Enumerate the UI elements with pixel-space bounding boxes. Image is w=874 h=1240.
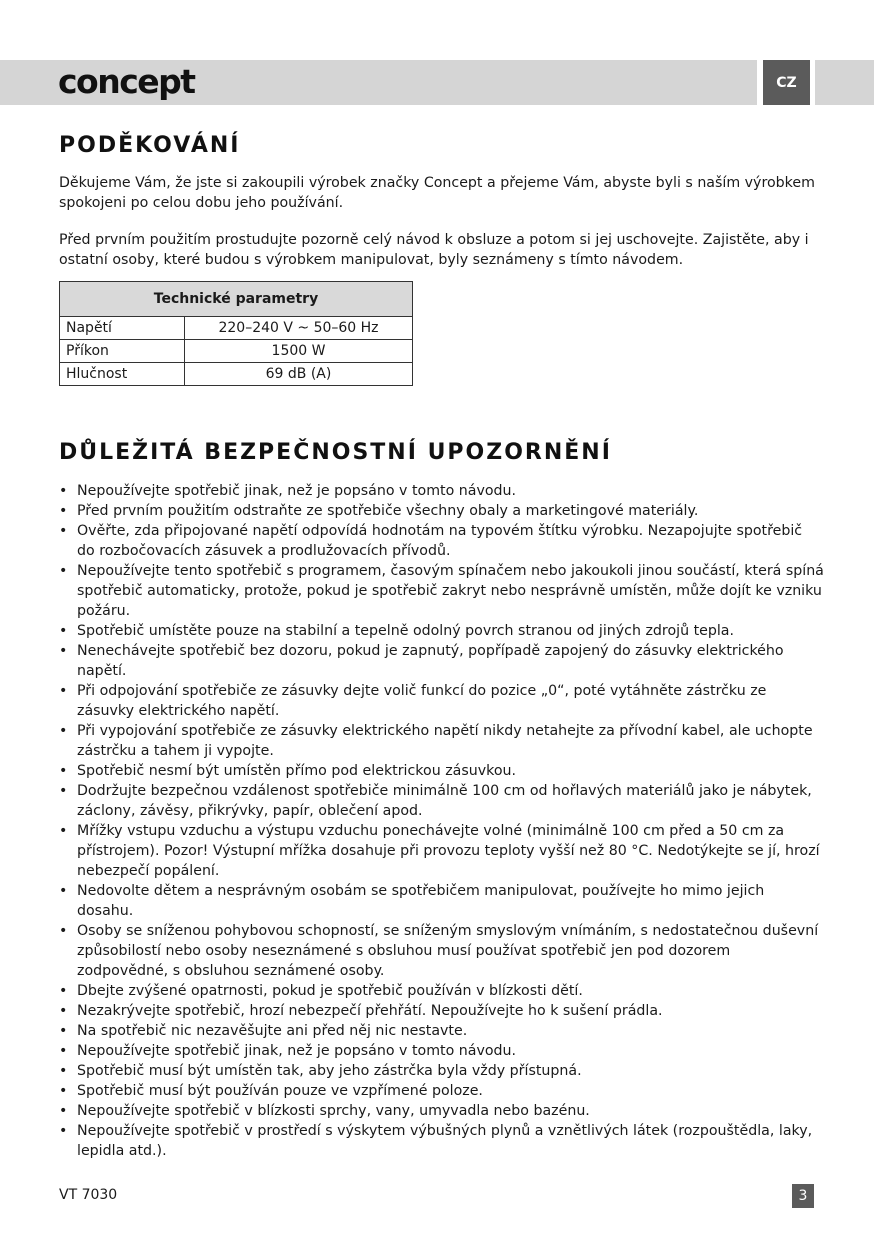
list-item: • Nepoužívejte tento spotřebič s programem, časovým spínačem nebo jakoukoli jinou součástí, která spíná spotřebič automaticky, protože, pokud je spotřebič zakryt nebo nesprávně umístěn, může dojít ke vzniku požáru. [59, 561, 824, 621]
list-item: • Při odpojování spotřebiče ze zásuvky dejte volič funkcí do pozice „0“, poté vytáhněte zástrčku ze zásuvky elektrického napětí. [59, 681, 824, 721]
model-number: VT 7030 [59, 1187, 118, 1203]
list-item: • Nepoužívejte spotřebič v blízkosti sprchy, vany, umyvadla nebo bazénu. [59, 1101, 824, 1121]
list-item: • Nezakrývejte spotřebič, hrozí nebezpečí přehřátí. Nepoužívejte ho k sušení prádla. [59, 1001, 824, 1021]
list-item: • Spotřebič nesmí být umístěn přímo pod elektrickou zásuvkou. [59, 761, 824, 781]
list-item: • Nepoužívejte spotřebič v prostředí s výskytem výbušných plynů a vznětlivých látek (rozpouštědla, laky, lepidla atd.). [59, 1121, 824, 1161]
thanks-paragraph: Děkujeme Vám, že jste si zakoupili výrobek značky Concept a přejeme Vám, abyste byli s naším výrobkem spokojeni po celou dobu jeho používání. [59, 175, 815, 211]
param-value: 220–240 V ~ 50–60 Hz [185, 317, 413, 340]
table-row [60, 363, 413, 386]
table-header: Technické parametry [60, 282, 413, 317]
param-value: 1500 W [185, 340, 413, 363]
list-item: • Na spotřebič nic nezavěšujte ani před něj nic nestavte. [59, 1021, 824, 1041]
table-row [60, 340, 413, 363]
param-label: Příkon [60, 340, 185, 363]
list-item: • Mřížky vstupu vzduchu a výstupu vzduchu ponechávejte volné (minimálně 100 cm před a 50 cm za přístrojem). Pozor! Výstupní mřížka dosahuje při provozu teploty vyšší než 80 °C. Nedotýkejte se jí, hrozí nebezpečí popálení. [59, 821, 824, 881]
param-label: Hlučnost [60, 363, 185, 386]
list-item: • Osoby se sníženou pohybovou schopností, se sníženým smyslovým vnímáním, s nedostatečnou duševní způsobilostí nebo osoby neseznámené s obsluhou musí používat spotřebič jen pod dozorem zodpovědné, s obsluhou seznámené osoby. [59, 921, 824, 981]
list-item: • Ověřte, zda připojované napětí odpovídá hodnotám na typovém štítku výrobku. Nezapojujte spotřebič do rozbočovacích zásuvek a prodlužovacích přívodů. [59, 521, 824, 561]
tech-params-table [59, 281, 413, 386]
list-item: • Před prvním použitím odstraňte ze spotřebiče všechny obaly a marketingové materiály. [59, 501, 824, 521]
param-label: Napětí [60, 317, 185, 340]
concept-logo: concept [58, 62, 195, 101]
list-item: • Dbejte zvýšené opatrnosti, pokud je spotřebič používán v blízkosti dětí. [59, 981, 824, 1001]
list-item: • Spotřebič musí být umístěn tak, aby jeho zástrčka byla vždy přístupná. [59, 1061, 824, 1081]
list-item: • Při vypojování spotřebiče ze zásuvky elektrického napětí nikdy netahejte za přívodní kabel, ale uchopte zástrčku a tahem ji vypojte. [59, 721, 824, 761]
page-number: 3 [792, 1184, 814, 1208]
list-item: • Nedovolte dětem a nesprávným osobám se spotřebičem manipulovat, používejte ho mimo jejich dosahu. [59, 881, 824, 921]
list-item: • Nepoužívejte spotřebič jinak, než je popsáno v tomto návodu. [59, 1041, 824, 1061]
safety-list [59, 481, 824, 1161]
list-item: • Nepoužívejte spotřebič jinak, než je popsáno v tomto návodu. [59, 481, 824, 501]
param-value: 69 dB (A) [185, 363, 413, 386]
list-item: • Spotřebič umístěte pouze na stabilní a tepelně odolný povrch stranou od jiných zdrojů tepla. [59, 621, 824, 641]
instructions-paragraph: Před prvním použitím prostudujte pozorně celý návod k obsluze a potom si jej uschovejte. Zajistěte, aby i ostatní osoby, které budou s výrobkem manipulovat, byly seznámeny s tímto návodem. [59, 232, 809, 268]
language-badge: CZ [763, 60, 810, 105]
list-item: • Nenechávejte spotřebič bez dozoru, pokud je zapnutý, popřípadě zapojený do zásuvky elektrického napětí. [59, 641, 824, 681]
header-band-right [815, 60, 874, 105]
list-item: • Spotřebič musí být používán pouze ve vzpřímené poloze. [59, 1081, 824, 1101]
section-title-safety: DŮLEŽITÁ BEZPEČNOSTNÍ UPOZORNĚNÍ [59, 440, 612, 465]
table-row [60, 317, 413, 340]
section-title-thanks: PODĚKOVÁNÍ [59, 133, 241, 158]
list-item: • Dodržujte bezpečnou vzdálenost spotřebiče minimálně 100 cm od hořlavých materiálů jako je nábytek, záclony, závěsy, přikrývky, papír, oblečení apod. [59, 781, 824, 821]
